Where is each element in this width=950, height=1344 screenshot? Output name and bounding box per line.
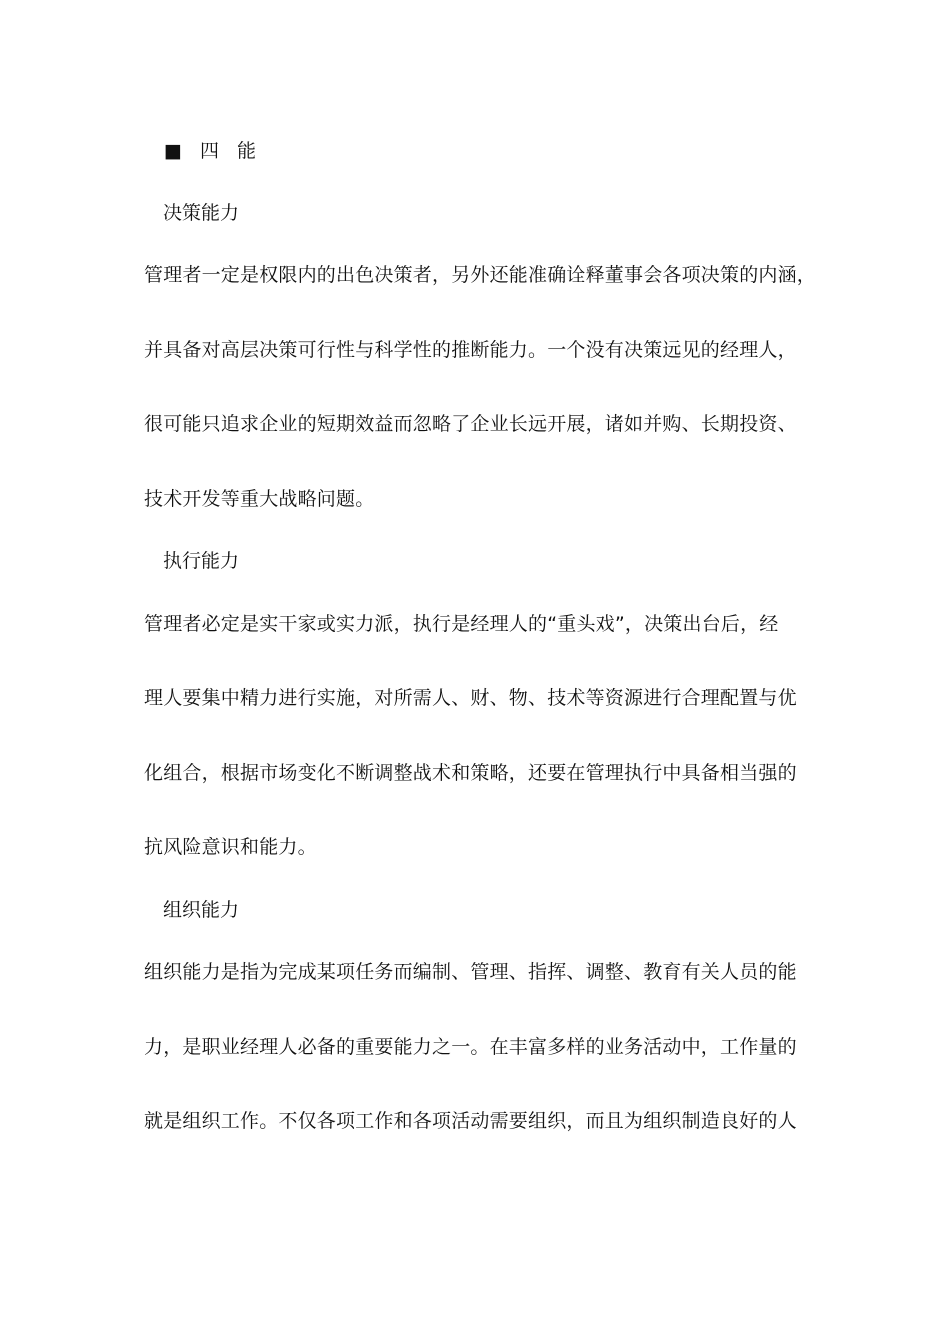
paragraph-line: 很可能只追求企业的短期效益而忽略了企业长远开展，诸如并购、长期投资、	[144, 413, 797, 435]
paragraph-line: 管理者必定是实干家或实力派，执行是经理人的“重头戏”，决策出台后，经	[144, 613, 779, 635]
subsection-title-decision: 决策能力	[163, 202, 240, 224]
paragraph-line: 就是组织工作。不仅各项工作和各项活动需要组织，而且为组织制造良好的人	[144, 1110, 797, 1132]
paragraph-line: 力，是职业经理人必备的重要能力之一。在丰富多样的业务活动中，工作量的	[144, 1036, 797, 1058]
paragraph-line: 理人要集中精力进行实施，对所需人、财、物、技术等资源进行合理配置与优	[144, 687, 797, 709]
subsection-title-execution: 执行能力	[163, 550, 240, 572]
paragraph-line: 管理者一定是权限内的出色决策者，另外还能准确诠释董事会各项决策的内涵，	[144, 264, 817, 286]
subsection-title-organization: 组织能力	[163, 899, 240, 921]
paragraph-line: 并具备对高层决策可行性与科学性的推断能力。一个没有决策远见的经理人，	[144, 339, 797, 361]
paragraph-line: 组织能力是指为完成某项任务而编制、管理、指挥、调整、教育有关人员的能	[144, 961, 797, 983]
paragraph-line: 抗风险意识和能力。	[144, 836, 317, 858]
paragraph-line: 化组合，根据市场变化不断调整战术和策略，还要在管理执行中具备相当强的	[144, 762, 797, 784]
section-heading: ■ 四 能	[164, 140, 263, 162]
paragraph-line: 技术开发等重大战略问题。	[144, 488, 375, 510]
